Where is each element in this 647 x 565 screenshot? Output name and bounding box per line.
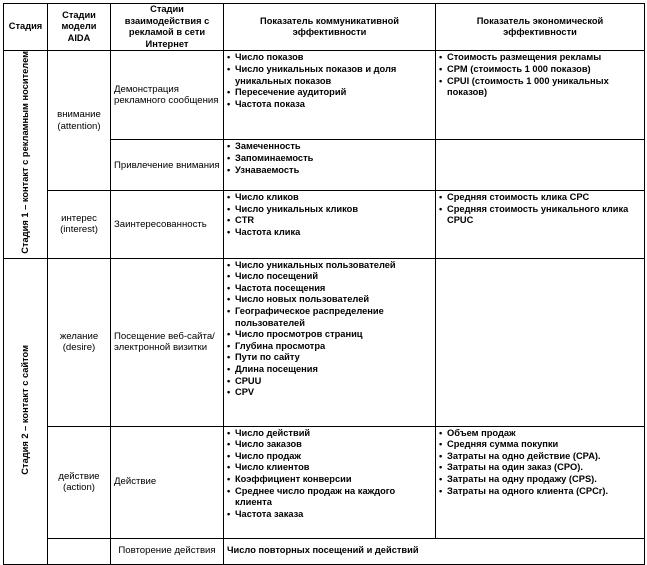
list-item: • Частота показа <box>227 99 432 111</box>
econ-demo <box>436 51 645 140</box>
list-item: • Запоминаемость <box>227 153 432 165</box>
comm-visit <box>224 258 436 426</box>
header-comm: Показатель коммуникативной эффективности <box>224 4 436 51</box>
stage-1-cell <box>4 51 48 258</box>
list-item: • Число действий <box>227 428 432 440</box>
stage-1-label: Стадия 1 – контакт с рекламным носителем <box>19 51 30 255</box>
table-row <box>4 191 645 258</box>
list-item: • Стоимость размещения рекламы <box>439 52 641 64</box>
list-item: • Глубина просмотра <box>227 341 432 353</box>
list-item: • Частота заказа <box>227 509 432 521</box>
table-row <box>4 538 645 564</box>
interaction-interest: Заинтересованность <box>111 191 224 258</box>
efficiency-table <box>3 3 645 565</box>
list-item: • Частота посещения <box>227 283 432 295</box>
list-item: • Узнаваемость <box>227 165 432 177</box>
list-item: • Объем продаж <box>439 428 641 440</box>
econ-visit <box>436 258 645 426</box>
list-item: • Затраты на одно действие (CPA). <box>439 451 641 463</box>
list-item: • Число посещений <box>227 271 432 283</box>
header-interaction: Стадии взаимодействия с рекламой в сети Интернет <box>111 4 224 51</box>
list-item: • Замеченность <box>227 141 432 153</box>
aida-interest: интерес (interest) <box>48 191 111 258</box>
list-item: • Коэффициент конверсии <box>227 474 432 486</box>
list-item: • CPUU <box>227 376 432 388</box>
table-row <box>4 51 645 140</box>
interaction-action: Действие <box>111 426 224 538</box>
stage-2-label: Стадия 2 – контакт с сайтом <box>19 344 30 475</box>
list-item: • Число заказов <box>227 439 432 451</box>
list-item: • CTR <box>227 215 432 227</box>
econ-action <box>436 426 645 538</box>
aida-empty <box>48 538 111 564</box>
list-item: • Пути по сайту <box>227 352 432 364</box>
comm-repeat: Число повторных посещений и действий <box>224 538 645 564</box>
aida-desire: желание (desire) <box>48 258 111 426</box>
list-item: • Географическое распределение пользователей <box>227 306 432 329</box>
header-econ: Показатель экономической эффективности <box>436 4 645 51</box>
interaction-visit: Посещение веб-сайта/электронной визитки <box>111 258 224 426</box>
list-item: • Число уникальных показов и доля уникальных показов <box>227 64 432 87</box>
list-item: • Средняя сумма покупки <box>439 439 641 451</box>
list-item: • Затраты на один заказ (CPO). <box>439 462 641 474</box>
list-item: • Число новых пользователей <box>227 294 432 306</box>
list-item: • Число уникальных кликов <box>227 204 432 216</box>
table-row <box>4 258 645 426</box>
comm-demo <box>224 51 436 140</box>
interaction-attract: Привлечение внимания <box>111 140 224 191</box>
list-item: • Число просмотров страниц <box>227 329 432 341</box>
interaction-demo: Демонстрация рекламного сообщения <box>111 51 224 140</box>
list-item: • Среднее число продаж на каждого клиента <box>227 486 432 509</box>
list-item: • Число клиентов <box>227 462 432 474</box>
list-item: • Число кликов <box>227 192 432 204</box>
list-item: • Затраты на одного клиента (CPCr). <box>439 486 641 498</box>
list-item: • Затраты на одну продажу (CPS). <box>439 474 641 486</box>
comm-interest <box>224 191 436 258</box>
list-item: • Число показов <box>227 52 432 64</box>
list-item: • Средняя стоимость клика CPC <box>439 192 641 204</box>
header-stage: Стадия <box>4 4 48 51</box>
list-item: • Число уникальных пользователей <box>227 260 432 272</box>
list-item: • Число продаж <box>227 451 432 463</box>
stage-2-cell <box>4 258 48 564</box>
list-item: • Длина посещения <box>227 364 432 376</box>
comm-attract <box>224 140 436 191</box>
list-item: • Средняя стоимость уникального клика CPUC <box>439 204 641 227</box>
interaction-repeat: Повторение действия <box>111 538 224 564</box>
list-item: • CPV <box>227 387 432 399</box>
list-item: • Пересечение аудиторий <box>227 87 432 99</box>
aida-action: действие (action) <box>48 426 111 538</box>
econ-interest <box>436 191 645 258</box>
list-item: • Частота клика <box>227 227 432 239</box>
header-row <box>4 4 645 51</box>
aida-attention: внимание (attention) <box>48 51 111 191</box>
table-row <box>4 426 645 538</box>
list-item: • CPUI (стоимость 1 000 уникальных показов) <box>439 76 641 99</box>
comm-action <box>224 426 436 538</box>
econ-attract <box>436 140 645 191</box>
header-aida: Стадии модели AIDA <box>48 4 111 51</box>
list-item: • CPM (стоимость 1 000 показов) <box>439 64 641 76</box>
